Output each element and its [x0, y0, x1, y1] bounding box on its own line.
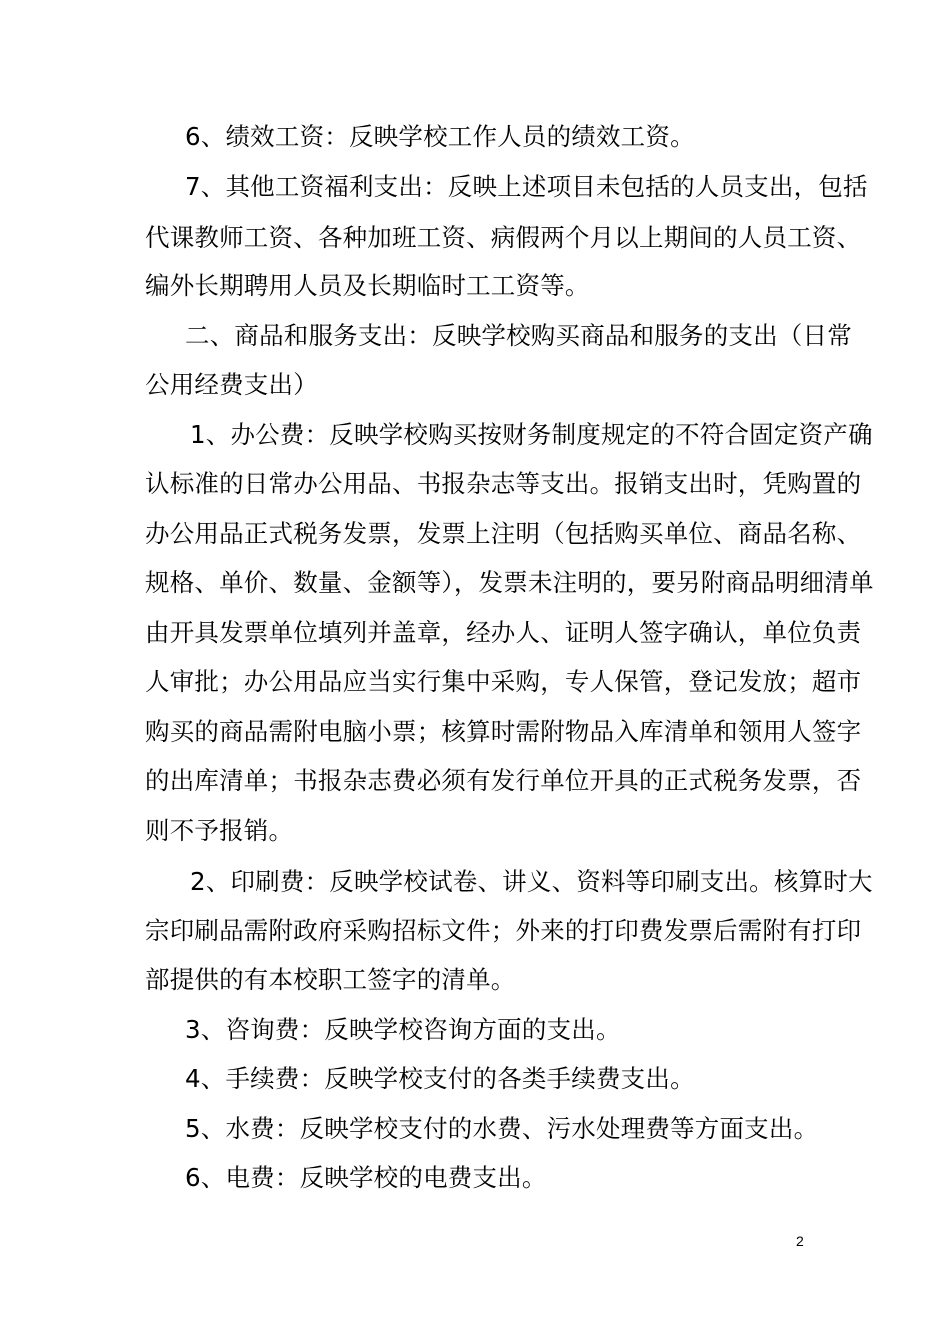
paragraph-line: 编外长期聘用人员及长期临时工工资等。 — [145, 271, 590, 300]
section-heading-line: 二、商品和服务支出：反映学校购买商品和服务的支出（日常 — [185, 321, 852, 350]
paragraph-line: 7、其他工资福利支出：反映上述项目未包括的人员支出，包括 — [185, 172, 868, 201]
paragraph-line: 的出库清单；书报杂志费必须有发行单位开具的正式税务发票，否 — [145, 766, 862, 795]
paragraph-line: 由开具发票单位填列并盖章，经办人、证明人签字确认，单位负责 — [145, 618, 862, 647]
page-number: 2 — [796, 1233, 804, 1249]
paragraph-line: 办公用品正式税务发票，发票上注明（包括购买单位、商品名称、 — [145, 519, 862, 548]
paragraph-line: 3、咨询费：反映学校咨询方面的支出。 — [185, 1015, 621, 1044]
paragraph-line: 4、手续费：反映学校支付的各类手续费支出。 — [185, 1064, 695, 1093]
paragraph-line: 宗印刷品需附政府采购招标文件；外来的打印费发票后需附有打印 — [145, 916, 862, 945]
paragraph-line: 5、水费：反映学校支付的水费、污水处理费等方面支出。 — [185, 1114, 819, 1143]
paragraph-line: 认标准的日常办公用品、书报杂志等支出。报销支出时，凭购置的 — [145, 469, 862, 498]
paragraph-line: 人审批；办公用品应当实行集中采购，专人保管，登记发放；超市 — [145, 667, 862, 696]
paragraph-line: 代课教师工资、各种加班工资、病假两个月以上期间的人员工资、 — [145, 223, 862, 252]
paragraph-line: 1、办公费：反映学校购买按财务制度规定的不符合固定资产确 — [190, 420, 873, 449]
paragraph-line: 2、印刷费：反映学校试卷、讲义、资料等印刷支出。核算时大 — [190, 867, 873, 896]
paragraph-line: 购买的商品需附电脑小票；核算时需附物品入库清单和领用人签字 — [145, 717, 862, 746]
paragraph-line: 6、绩效工资：反映学校工作人员的绩效工资。 — [185, 122, 695, 151]
section-heading-line: 公用经费支出） — [145, 370, 318, 399]
paragraph-line: 则不予报销。 — [145, 816, 294, 845]
paragraph-line: 规格、单价、数量、金额等），发票未注明的，要另附商品明细清单 — [145, 568, 874, 597]
paragraph-line: 6、电费：反映学校的电费支出。 — [185, 1163, 547, 1192]
paragraph-line: 部提供的有本校职工签字的清单。 — [145, 965, 516, 994]
